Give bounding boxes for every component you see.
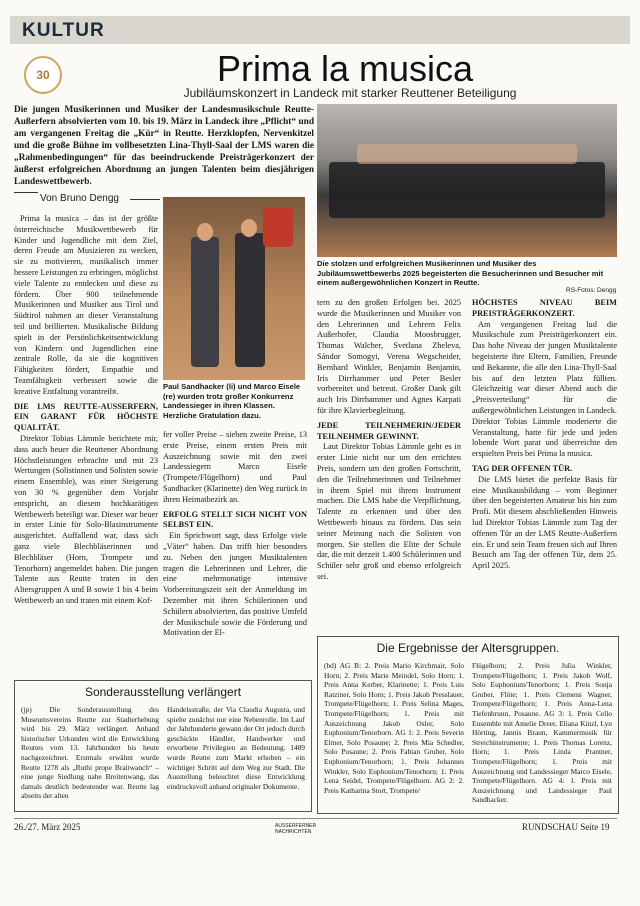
footer-publisher-logo: AUSSERFERNER NACHRICHTEN: [275, 823, 317, 835]
article-paragraph: Ein Sprichwort sagt, dass Erfolge viele „Väter“ haben. Das trifft hier besonders zu. Neben den jungen Musiktalenten tragen die Lehrerinnen und Lehrer, die eine mehrmonatige intensive Vorbereitungszeit seit der Anmeldung im Dezember mit ihren Schülerinnen und Schülern absolvierten, das positive Umfeld der Musikschule sowie die Förderung und Motivation der El-: [163, 531, 307, 638]
person-right-icon: [235, 233, 265, 367]
faces-row-icon: [357, 144, 577, 164]
face-left-icon: [197, 223, 213, 241]
results-text-col2: Flügelhorn; 2. Preis Julia Winkler, Trompete/Flügelhorn; 1. Preis Jakob Wolf, Solo Euphonium/Tenorhorn; 1. Preis Sonja Gruber, Flöte; 1. Preis Clemens Wagner, Trompete/Flügelhorn; 1. Preis Anna-Lena Tiefenbrunn, Posaune. AG 3: 1. Preis Cello Ensemble mit Amelie Dreer, Eliana Kinzl, Lyn Hörting, Jannis Braun, Kammermusik für Streichinstrumente; 1. Preis Thomas Lorenz, Horn; 1. Preis Linda Prantner, Trompete/Flügelhorn; 1. Preis mit Auszeichnung und Landessieger Marco Eisele, Trompete/Flügelhorn. AG 4: 1. Preis mit Auszeichnung und Landessieger Paul Sandhacker.: [472, 661, 612, 805]
lead-paragraph: Die jungen Musikerinnen und Musiker der Landesmusikschule Reutte-Außerfern absolvierten vom 10. bis 19. März in Landeck ihre „Pflicht“ und am vergangenen Freitag die „Kür“ in Reutte. Herzklopfen, Nervenkitzel und die große Bühne im vollbesetzten Lina-Thyll-Saal der LMS waren die „Rahmenbedingungen“ für das beeindruckende Preisträgerkonzert der äußerst erfolgreichen Abordnung an jungen Talenten beim diesjährigen Landeswettbewerb.: [14, 105, 314, 187]
photo1-caption: Paul Sandhacker (li) und Marco Eisele (re) wurden trotz großer Konkurrenz Landessieger in ihren Klassen. Herzliche Gratulation dazu.: [163, 382, 301, 420]
article-paragraph: Die LMS bietet die perfekte Basis für eine Musikausbildung – vom Beginner über den begeisterten Amateur bis hin zum Profi. Mit diesem abschließenden Hinweis lud Direktor Tobias Lämmle zum Tag der offenen Tür an der LMS Reutte-Außerfern ein. Er und sein Team freuen sich auf Ihren Besuch am Tag der offenen Tür, dem 25. April 2025.: [472, 474, 617, 571]
person-left-icon: [191, 237, 219, 367]
face-right-icon: [241, 219, 257, 237]
article-paragraph: Am vergangenen Freitag lud die Musikschule zum Preisträgerkonzert ein. Das hohe Niveau der jungen Musiktalente begeisterte ihre Eltern, Familien, Freunde und Bekannte, die alle den Lina-Thyll-Saal bis auf den letzten Platz füllten. Gleichzeitig war dieser Abend auch die „Preisverteilung“ für die außergewöhnlichen Leistungen in Landeck. Direktor Tobias Lämmle moderierte die Veranstaltung, hatte für jede und jeden lobende Wort parat und überreichte den erspielten Preis bei Prima la musica.: [472, 319, 617, 459]
article-column-1: [14, 214, 158, 654]
article-paragraph: Prima la musica – das ist der größte österreichische Musikwettbewerb für Kinder und Jugendliche mit dem Ziel, deren Freude am Musizieren zu wecken, sie zu motivieren, musikalisch immer bessere Leistungen zu erbringen, möglichst viele Talente zu entdecken und diese zu fördern. Über 900 teilnehmende Musikerinnen und Musiker aus Tirol und Südtirol nahmen an dieser Veranstaltung teil und brillierten. Musikalische Bildung spielt in der Persönlichkeitsentwicklung von Kindern und Jugendlichen eine zentrale Rolle, da sie die kognitiven Fähigkeiten fördert, Empathie und Teamfähigkeit verbessert sowie die kreative Entfaltung vorantreibt.: [14, 214, 159, 396]
headline: Prima la musica: [216, 48, 474, 89]
exhibition-text-col2: Handelsstraße, der Via Claudia Augusta, und spielte zunächst nur eine Nebenrolle. Im Lauf der Jahrhunderte gewann der Ort jedoch durch geschickte Händler, Handwerker und erworbene Privilegien an Bedeutung. 1489 wurde Reutte zum Markt erhoben – ein wichtiger Schritt auf dem Weg zur Stadt. Die Ausstellung beleuchtet diese Entwicklung eindrucksvoll anhand originaler Dokumente.: [167, 705, 305, 791]
author-rule-left: [14, 192, 38, 193]
article-column-2: [163, 430, 307, 638]
exhibition-text-col1: (jp) Die Sonderausstellung des Museumsvereins Reutte zur Stadterhebung wird bis 29. März verlängert. Anhand historischer Urkunden wird die Entwicklung Reuttes vom 13. Jahrhundert bis heute nachgezeichnet. Erstmals erwähnt wurde Reutte 1278 als „Ruthi prope Braitwanch“ – eine junge Siedlung nahe Breitenwang, das damals deutlich bedeutender war. Reutte lag abseits der alten: [21, 705, 159, 801]
banner-icon: [263, 207, 293, 247]
photo2-caption: Die stolzen und erfolgreichen Musikerinnen und Musiker des Jubiläumswettbewerbs 2025 begeisterten die Besucherinnen und Besucher mit einem außergewöhnlichen Konzert in Reutte.: [317, 259, 604, 287]
anniversary-logo-icon: 30: [24, 56, 62, 94]
article-column-3: [317, 298, 461, 628]
exhibition-box-title: Sonderausstellung verlängert: [84, 685, 242, 699]
footer-rule: [14, 818, 617, 819]
article-column-4: [472, 298, 617, 628]
footer-page: RUNDSCHAU Seite 19: [522, 822, 610, 832]
article-paragraph: tern zu den großen Erfolgen bei. 2025 wurde die Musikerinnen und Musiker von den Lehrerinnen und Lehrern Felix Außerhofer, Claudia Moosbrugger, Thomas Walcher, Svetlana Zheleva, Sándor Somogyi, Verena Wegscheider, Bernhard Winkler, Benjamin Benjamin, Iris Dirrhammer und Peter Besler vorbereitet und betreut. Großer Dank gilt auch Iris Dirrhammer und Agnes Karpati für ihre Klavierbegleitung.: [317, 298, 461, 415]
section-label: KULTUR: [22, 20, 105, 41]
author-line: Von Bruno Dengg: [40, 193, 119, 204]
photo-ensemble: [317, 104, 617, 257]
exhibition-box: [14, 680, 312, 812]
article-paragraph: Direktor Tobias Lämmle berichtete mir, dass auch heuer die Reuttener Abordnung Höchstleistungen erbrachte und mit 23 Wertungen (Solistinnen und Solisten sowie einem Ensemble), was einer Steigerung von 30 % gegenüber dem Vorjahr entspricht, an diesem hochkarätigen Wettbewerb beteiligt war. Dieser war heuer in erster Linie für Solo-Blasinstrumente ausgerichtet. Auffallend war, dass sich ganz viele Blechbläserinnen und Blechbläser (Horn, Trompete und Tenorhorn) angemeldet haben. Die jungen Talente aus Reutte traten in den Altersgruppen A und B sowie 1 bis 4 beim Wettbewerb an und traten mit einem Kof-: [14, 433, 159, 605]
article-paragraph: Laut Direktor Tobias Lämmle geht es in erster Linie nicht nur um den errichten Preis, sondern um den großen Fortschritt, den die Teilnehmerinnen und Teilnehmer in ihrem Spiel mit ihrem Instrument machen. Die LMS habe die Verpflichtung, Talente zu erkennen und über den Wettbewerb hinaus zu fördern. Das sein seiner Meinung nach die Solisten von morgen. Sie stellen die Elite der Schule dar, die mit derzeit 1.400 Schülerinnen und Schüler sehr groß und ebenso erfolgreich sei.: [317, 442, 461, 581]
footer-date: 26./27. März 2025: [14, 822, 81, 832]
author-rule-right: [130, 199, 160, 200]
results-box-title: Die Ergebnisse der Altersgruppen.: [376, 641, 560, 655]
photo-two-musicians: [163, 197, 305, 380]
results-text-col1: (bd) AG B: 2. Preis Mario Kirchmair, Solo Horn; 2. Preis Marie Meindel, Solo Horn; 1. Preis Anna Kerber, Klarinette; 1. Preis Luis Ratziner, Solo Horn; 1. Preis Jakob Presslauer, Trompete/Flügelhorn; 1. Preis Selina Mages, Trompete/Flügelhorn; 1. Preis mit Auszeichnung Jakob Osler, Solo Euphonium/Tenorhorn. AG 1: 2. Preis Severin Elmer, Solo Posaune; 2. Preis Mia Schedler, Solo Posaune; 2. Preis Fabian Gruber, Solo Euphonium/Tenorhorn; 1. Preis Johannes Winkler, Solo Euphonium/Tenorhorn; 1. Preis Lena Seidel, Trompete/Flügelhorn. AG 2: 2. Preis Katharina Stort, Trompete/: [324, 661, 464, 795]
photo-credit: RS-Fotos: Dengg: [566, 287, 617, 294]
results-box: [317, 636, 619, 814]
subheadline: Jubiläumskonzert in Landeck mit starker Reuttener Beteiligung: [183, 86, 517, 100]
article-paragraph: fer voller Preise – sieben zweite Preise, 13 erste Preise, einem ersten Preis mit Auszeichnung sowie mit den zwei Landessiegern Marco Eisele (Trompete/Flügelhorn) und Paul Sandhacker (Klarinette) den Weg zurück in ihren Heimatbezirk an.: [163, 430, 307, 504]
article-subheading: JEDE TEILNEHMERIN/JEDER TEILNEHMER GEWINNT.: [317, 420, 461, 441]
article-subheading: TAG DER OFFENEN TÜR.: [472, 463, 573, 473]
article-subheading: DIE LMS REUTTE-AUSSERFERN, EIN GARANT FÜR HÖCHSTE QUALITÄT.: [14, 401, 158, 433]
article-subheading: ERFOLG STELLT SICH NICHT VON SELBST EIN.: [163, 509, 307, 530]
article-subheading: HÖCHSTES NIVEAU BEIM PREISTRÄGERKONZERT.: [472, 298, 617, 318]
musicians-group-icon: [329, 162, 605, 218]
